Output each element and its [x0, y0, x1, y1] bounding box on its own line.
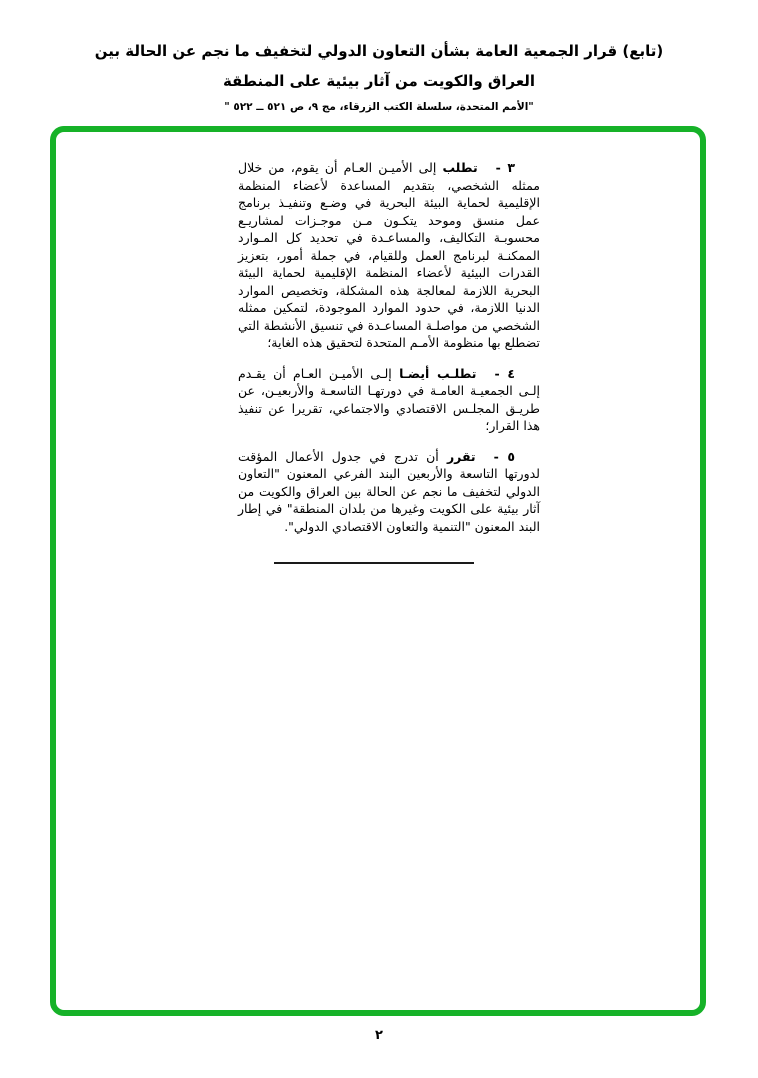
content-frame — [50, 126, 706, 1016]
page-footer — [0, 1028, 758, 1043]
operative-paragraph-4 — [238, 365, 540, 435]
operative-verb: تقرر — [446, 448, 476, 464]
document-header — [0, 36, 758, 115]
header-title-line2: العراق والكويت من آثار بيئية على المنطقة — [222, 72, 536, 90]
paragraph-number: ٥ - — [493, 448, 516, 464]
operative-paragraph-3 — [238, 159, 540, 352]
header-source-citation: "الأمم المتحدة، سلسلة الكتب الزرقاء، مج ٩، ص ٥٢١ ــ ٥٢٢ " — [224, 101, 534, 113]
operative-verb: تطلب — [442, 160, 478, 175]
operative-paragraph-5 — [238, 448, 540, 536]
resolution-text-column — [238, 159, 540, 564]
end-of-text-divider — [274, 562, 474, 564]
paragraph-number: ٣ - — [495, 160, 515, 175]
paragraph-number: ٤ - — [494, 365, 515, 381]
paragraph-body: إلى الأميـن العـام أن يقوم، من خلال ممثله الشخصي، بتقديم المساعدة لأعضاء المنظمة الإقليمية لحماية البيئة البحرية في وضـع وتنفيـذ برنامج عمل منسق وموحد يتكـون مـن موجـزات لمشاريـع محسوبـة التكاليف، والمساعـدة في تحديد كل المـوارد الممكنـة لبرنامج العمل وللقيام، في جملة أمور، بتعزيز القدرات البيئية لأعضاء المنظمة الإقليمية لحماية البيئة البحرية اللازمة لمعالجة هذه المشكلة، وتخصيص الموارد الدنيا اللازمة، في حدود الموارد الموجودة، لتمكين ممثله الشخصي من مواصلـة المساعـدة في تنسيق الأنشطة التي تضطلع بها منظومة الأمـم المتحدة لتحقيق هذه الغاية؛ — [238, 160, 540, 350]
operative-verb: تطلـب أيضـا — [399, 365, 477, 381]
paragraph-body: أن تدرج في جدول الأعمال المؤقت لدورتها التاسعة والأربعين البند الفرعي المعنون "التعاون الدولي لتخفيف ما نجم عن الحالة بين العراق والكويت من آثار بيئية على الكويت وغيرها من بلدان المنطقة" في إطار البند المعنون "التنمية والتعاون الاقتصادي الدولي". — [238, 448, 540, 534]
header-title-line1: (تابع) قرار الجمعية العامة بشأن التعاون الدولي لتخفيف ما نجم عن الحالة بين — [94, 42, 664, 60]
paragraph-body: إلـى الأميـن العـام أن يقـدم إلـى الجمعيـة العامـة في دورتهـا التاسعـة والأربعيـن، عن طريـق المجلـس الاقتصادي والاجتماعي، تقريرا عن تنفيذ هذا القرار؛ — [238, 365, 540, 433]
page-number: ٢ — [375, 1028, 383, 1043]
